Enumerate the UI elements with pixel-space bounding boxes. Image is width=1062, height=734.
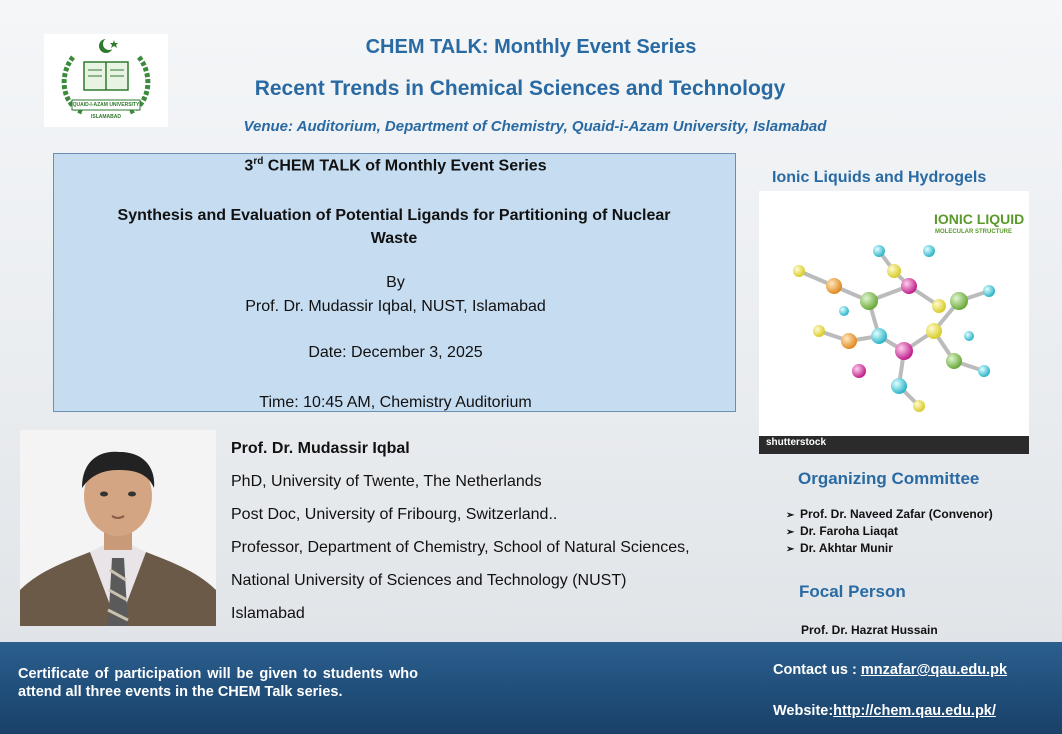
talk-info-box — [53, 153, 736, 412]
website-label: Website: — [773, 703, 834, 719]
arrow-bullet-icon: ➢ — [786, 527, 795, 538]
contact-label: Contact us : — [773, 662, 861, 678]
by-label: By — [386, 274, 405, 291]
speaker-line: Prof. Dr. Mudassir Iqbal, NUST, Islamabad — [245, 298, 546, 315]
contact-line — [773, 662, 1007, 678]
bio-line: Post Doc, University of Fribourg, Switzerland.. — [231, 506, 558, 523]
bio-line: PhD, University of Twente, The Netherlands — [231, 473, 542, 490]
arrow-bullet-icon: ➢ — [786, 544, 795, 555]
speaker-photo — [20, 430, 216, 626]
molecule-image — [759, 191, 1029, 454]
list-item: ➢ Dr. Faroha Liaqat — [786, 523, 993, 540]
page-title: CHEM TALK: Monthly Event Series — [365, 36, 697, 58]
watermark-text: shutterstock — [766, 437, 827, 448]
website-link[interactable]: http://chem.qau.edu.pk/ — [833, 703, 996, 719]
bio-name: Prof. Dr. Mudassir Iqbal — [231, 440, 410, 457]
logo-banner-text: QUAID-I-AZAM UNIVERSITY — [72, 102, 140, 108]
image-panel-heading: Ionic Liquids and Hydrogels — [772, 169, 987, 186]
committee-list — [786, 506, 993, 557]
bio-line: National University of Sciences and Technology (NUST) — [231, 572, 627, 589]
logo-city-text: ISLAMABAD — [91, 114, 121, 120]
focal-heading: Focal Person — [799, 582, 906, 601]
talk-time: Time: 10:45 AM, Chemistry Auditorium — [259, 394, 532, 411]
page-subtitle: Recent Trends in Chemical Sciences and Technology — [254, 77, 786, 100]
image-title: IONIC LIQUID — [934, 211, 1025, 227]
list-item: ➢ Prof. Dr. Naveed Zafar (Convenor) — [786, 506, 993, 523]
bio-line: Islamabad — [231, 605, 305, 622]
website-line — [773, 703, 996, 719]
talk-date: Date: December 3, 2025 — [308, 344, 483, 361]
series-label: 3rd CHEM TALK of Monthly Event Series — [244, 156, 547, 175]
list-item: ➢ Dr. Akhtar Munir — [786, 540, 993, 557]
bio-line: Professor, Department of Chemistry, School of Natural Sciences, — [231, 539, 690, 556]
venue-text: Venue: Auditorium, Department of Chemistry, Quaid-i-Azam University, Islamabad — [243, 118, 827, 135]
talk-title: Synthesis and Evaluation of Potential Ligands for Partitioning of Nuclear Waste — [117, 207, 671, 247]
arrow-bullet-icon: ➢ — [786, 510, 795, 521]
certificate-note: Certificate of participation will be given to students who attend all three events in the CHEM Talk series. — [18, 666, 418, 700]
focal-name: Prof. Dr. Hazrat Hussain — [801, 623, 938, 637]
image-subtitle: MOLECULAR STRUCTURE — [935, 229, 1012, 235]
contact-email-link[interactable]: mnzafar@qau.edu.pk — [860, 662, 1008, 678]
committee-heading: Organizing Committee — [798, 469, 980, 488]
